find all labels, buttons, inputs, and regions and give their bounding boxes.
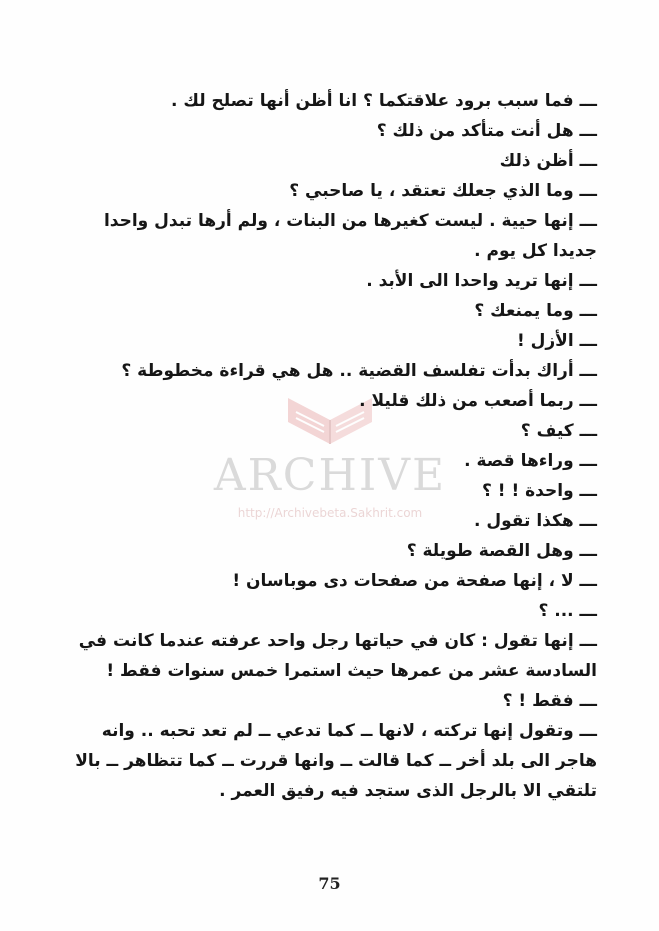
dialogue-line: ـــ فما سبب برود علاقتكما ؟ انا أظن أنها تصلح لك . (170, 91, 597, 111)
dialogue-text (62, 86, 597, 806)
dialogue-line: ـــ وما يمنعك ؟ (474, 301, 597, 321)
watermark-title: ARCHIVE (213, 450, 447, 501)
dialogue-line: ـــ وتقول إنها تركته ، لانها ــ كما تدعي ــ لم تعد تحبه .. وانه هاجر الى بلد أخر ــ كما قالت ــ وانها قررت ــ كما تتظاهر ــ بالا تلتقي الا بالرجل الذى ستجد فيه رفيق العمر . (75, 721, 597, 801)
dialogue-line: ـــ هكذا تقول . (474, 511, 597, 531)
dialogue-line: ـــ وهل القصة طويلة ؟ (406, 541, 597, 561)
dialogue-line: ـــ إنها تريد واحدا الى الأبد . (366, 271, 597, 291)
dialogue-line: ـــ إنها تقول : كان في حياتها رجل واحد عرفته عندما كانت في السادسة عشر من عمرها حيث استمرا خمس سنوات فقط ! (78, 631, 597, 681)
dialogue-line: ـــ هل أنت متأكد من ذلك ؟ (376, 121, 597, 141)
dialogue-line: ـــ واحدة ! ! ؟ (482, 481, 597, 501)
dialogue-line: ـــ أظن ذلك (499, 151, 597, 171)
dialogue-line: ـــ وراءها قصة . (464, 451, 597, 471)
watermark-url: http://Archivebeta.Sakhrit.com (237, 506, 423, 520)
dialogue-line: ـــ ... ؟ (538, 601, 597, 621)
dialogue-line: ـــ ربما أصعب من ذلك قليلا . (359, 391, 597, 411)
dialogue-line: ـــ الأزل ! (516, 331, 597, 351)
page-number: 75 (318, 874, 341, 893)
dialogue-line: ـــ إنها حيية . ليست كغيرها من البنات ، ولم أرها تبدل واحدا جديدا كل يوم . (103, 211, 597, 261)
dialogue-line: ـــ وما الذي جعلك تعتقد ، يا صاحبي ؟ (289, 181, 597, 201)
dialogue-line: ـــ فقط ! ؟ (502, 691, 597, 711)
dialogue-line: ـــ لا ، إنها صفحة من صفحات دى موباسان ! (232, 571, 597, 591)
dialogue-line: ـــ أراك بدأت تفلسف القضية .. هل هي قراءة مخطوطة ؟ (121, 361, 597, 381)
dialogue-line: ـــ كيف ؟ (520, 421, 597, 441)
